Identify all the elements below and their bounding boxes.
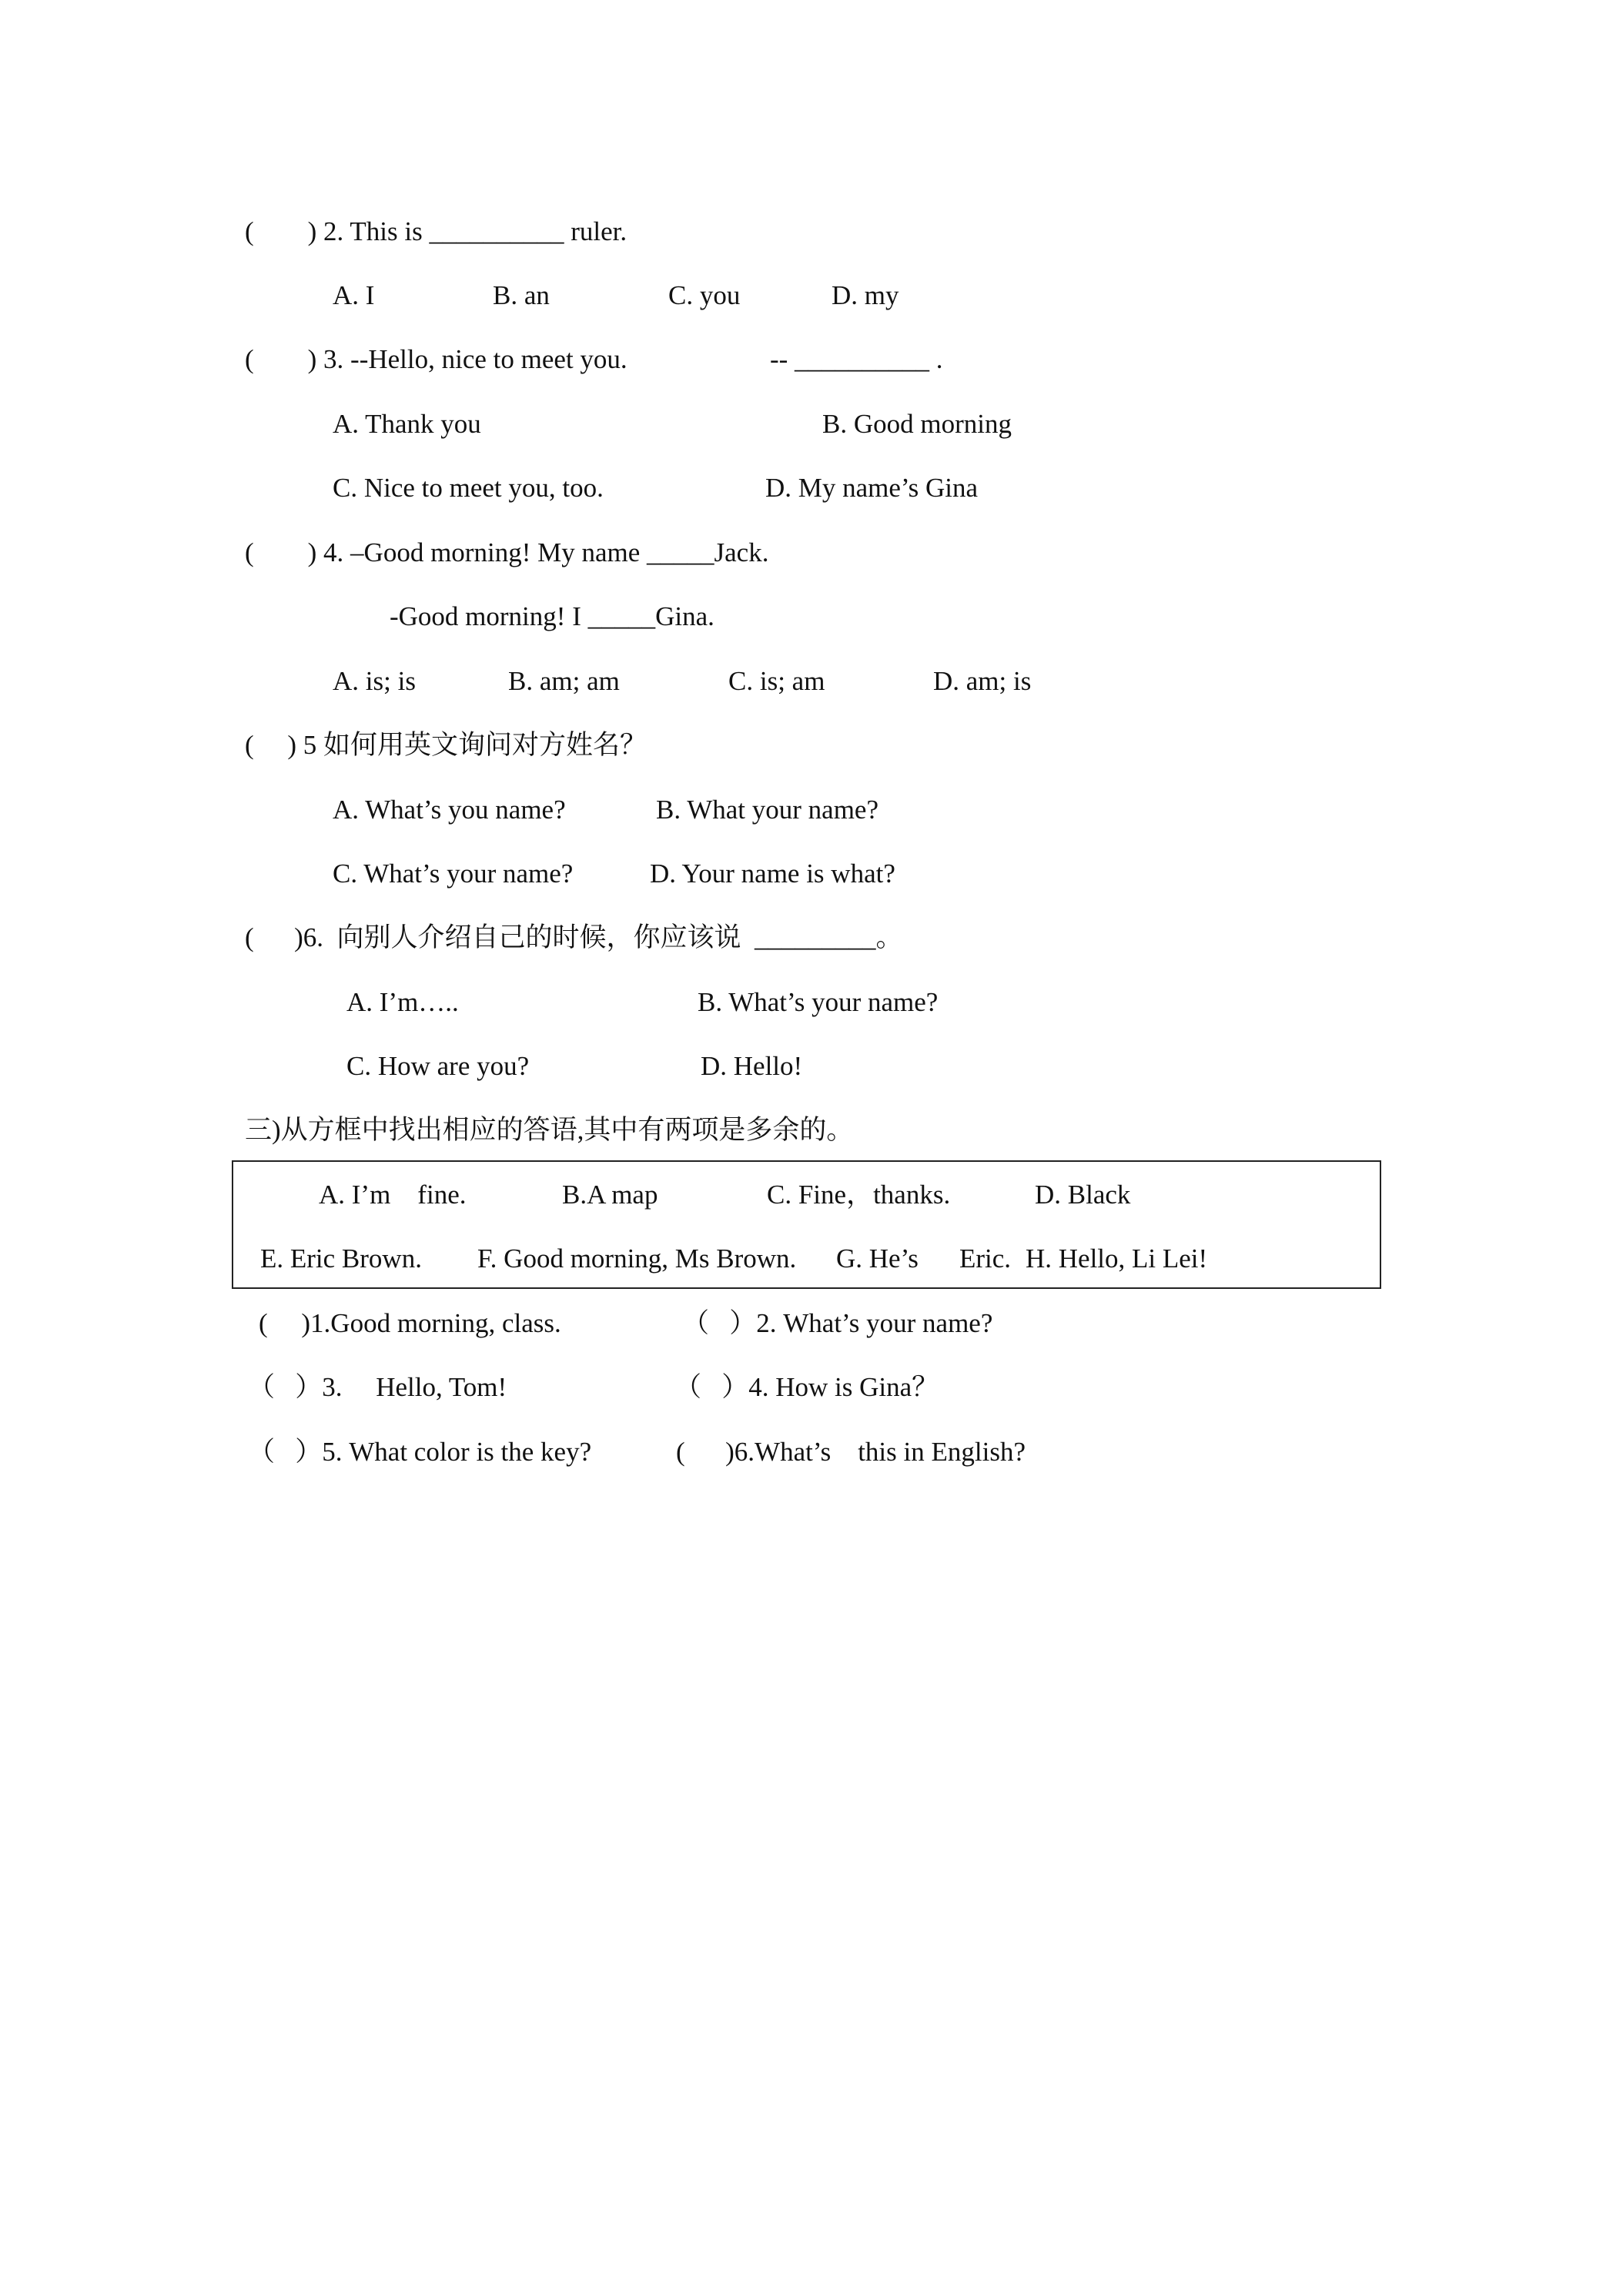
- question-3-option-a: A. Thank you: [333, 409, 481, 439]
- question-2-option-d: D. my: [832, 280, 899, 310]
- question-2-option-a: A. I: [333, 280, 375, 310]
- box-option-f: F. Good morning, Ms Brown.: [477, 1243, 797, 1274]
- question-3-reply: -- __________ .: [770, 344, 943, 374]
- box-option-g: G. He’s: [836, 1243, 919, 1274]
- question-4-line-2: -Good morning! I _____Gina.: [390, 601, 714, 631]
- box-option-d: D. Black: [1035, 1180, 1131, 1210]
- question-6-option-b: B. What’s your name?: [698, 987, 939, 1017]
- question-3-option-d: D. My name’s Gina: [765, 473, 979, 503]
- question-4-stem: ( ) 4. –Good morning! My name _____Jack.: [245, 537, 769, 567]
- box-option-e: E. Eric Brown.: [260, 1243, 422, 1274]
- box-option-b: B.A map: [562, 1180, 658, 1210]
- question-5-option-a: A. What’s you name?: [333, 795, 566, 825]
- box-option-a: A. I’m fine.: [319, 1180, 467, 1210]
- box-option-c: C. Fine，thanks.: [767, 1180, 951, 1210]
- question-3-option-b: B. Good morning: [822, 409, 1012, 439]
- question-2-stem: ( ) 2. This is __________ ruler.: [245, 216, 627, 246]
- question-6-option-c: C. How are you?: [346, 1051, 530, 1081]
- question-6-option-a: A. I’m…..: [346, 987, 459, 1017]
- question-5-option-c: C. What’s your name?: [333, 858, 574, 889]
- question-4-option-d: D. am; is: [933, 666, 1032, 696]
- question-5-stem: ( ) 5 如何用英文询问对方姓名？: [245, 730, 648, 760]
- question-4-option-b: B. am; am: [508, 666, 620, 696]
- match-item-2: （ ）2. What’s your name?: [682, 1308, 993, 1338]
- question-6-option-d: D. Hello!: [701, 1051, 803, 1081]
- question-5-option-b: B. What your name?: [656, 795, 878, 825]
- match-item-1: ( )1.Good morning, class.: [259, 1308, 561, 1338]
- question-4-option-c: C. is; am: [728, 666, 825, 696]
- match-item-4: （ ）4. How is Gina？: [674, 1372, 939, 1402]
- question-3-option-c: C. Nice to meet you, too.: [333, 473, 604, 503]
- section-3-heading: 三)从方框中找出相应的答语,其中有两项是多余的。: [245, 1115, 854, 1145]
- match-item-6: ( )6.What’s this in English?: [676, 1437, 1026, 1467]
- question-4-option-a: A. is; is: [333, 666, 416, 696]
- box-option-h: H. Hello, Li Lei!: [1026, 1243, 1208, 1274]
- question-3-stem: ( ) 3. --Hello, nice to meet you.: [245, 344, 627, 374]
- question-2-option-b: B. an: [493, 280, 550, 310]
- question-6-stem: ( )6. 向别人介绍自己的时候，你应该说 _________。: [245, 922, 903, 952]
- match-item-5: （ ）5. What color is the key?: [248, 1437, 592, 1467]
- question-2-option-c: C. you: [668, 280, 741, 310]
- box-option-g-cont: Eric.: [959, 1243, 1012, 1274]
- match-item-3: （ ）3. Hello, Tom!: [248, 1372, 507, 1402]
- question-5-option-d: D. Your name is what?: [650, 858, 895, 889]
